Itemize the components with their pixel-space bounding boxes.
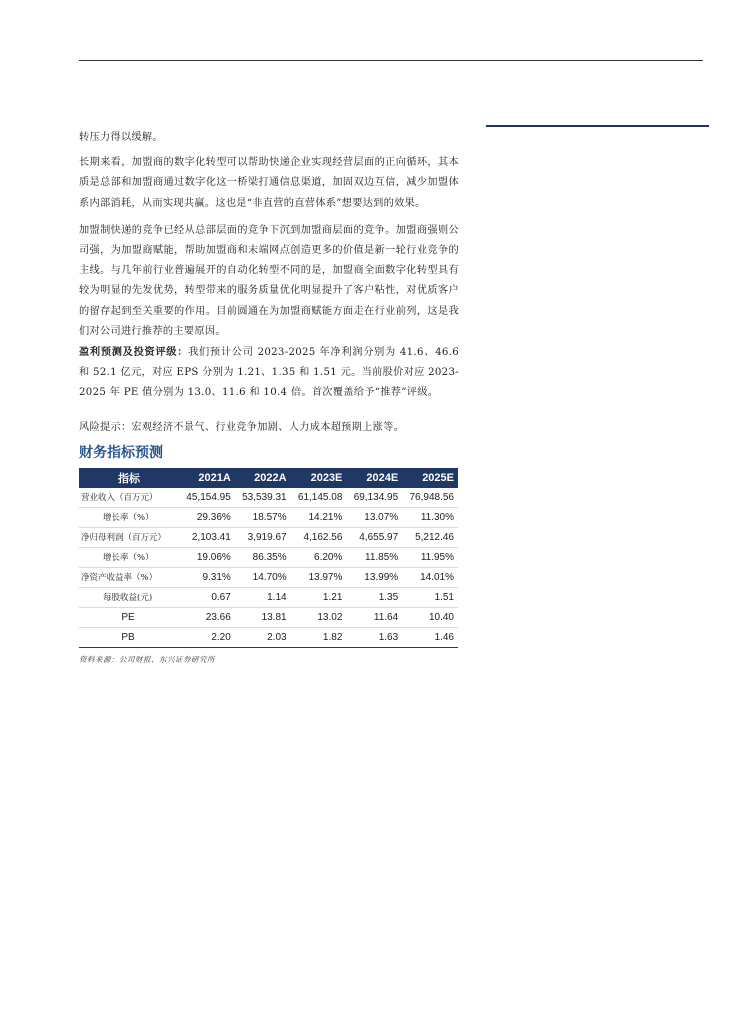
paragraph-long-term: 长期来看，加盟商的数字化转型可以帮助快递企业实现经营层面的正向循环，其本质是总部和加盟商通过数字化这一桥梁打通信息渠道，加固双边互信，减少加盟体系内部消耗，从而实现共赢。这也是“非直营的直营体系”想要达到的效果。 (79, 157, 459, 209)
table-cell: 6.20% (291, 547, 347, 567)
paragraph-continuation: 转压力得以缓解。 (79, 132, 163, 143)
table-row (79, 627, 458, 647)
table-cell: 61,145.08 (291, 488, 347, 508)
table-cell: 11.95% (402, 547, 458, 567)
row-label: PB (79, 627, 179, 647)
table-cell: 1.51 (402, 587, 458, 607)
table-row (79, 527, 458, 547)
table-cell: 4,162.56 (291, 527, 347, 547)
table-cell: 13.81 (235, 607, 291, 627)
row-label: 营业收入（百万元） (79, 488, 179, 508)
table-cell: 2.03 (235, 627, 291, 647)
table-cell: 1.46 (402, 627, 458, 647)
table-cell: 19.06% (179, 547, 235, 567)
table-cell: 13.99% (346, 567, 402, 587)
forecast-label: 盈利预测及投资评级： (79, 346, 189, 359)
table-cell: 13.97% (291, 567, 347, 587)
table-cell: 11.64 (346, 607, 402, 627)
table-cell: 86.35% (235, 547, 291, 567)
row-label: PE (79, 607, 179, 627)
table-header-row (79, 468, 458, 488)
report-body (79, 128, 459, 665)
table-cell: 14.01% (402, 567, 458, 587)
table-cell: 10.40 (402, 607, 458, 627)
table-title: 财务指标预测 (79, 443, 163, 460)
row-label: 增长率（%） (79, 547, 179, 567)
table-cell: 29.36% (179, 507, 235, 527)
table-cell: 76,948.56 (402, 488, 458, 508)
table-row (79, 607, 458, 627)
table-cell: 18.57% (235, 507, 291, 527)
table-cell: 1.21 (291, 587, 347, 607)
table-cell: 13.07% (346, 507, 402, 527)
row-label: 每股收益(元) (79, 587, 179, 607)
table-cell: 13.02 (291, 607, 347, 627)
header-cell-2024e: 2024E (366, 471, 399, 484)
table-cell: 11.85% (346, 547, 402, 567)
table-cell: 2,103.41 (179, 527, 235, 547)
table-cell: 11.30% (402, 507, 458, 527)
header-cell-2025e: 2025E (422, 471, 454, 484)
forecast-text: 我们预计公司 2023-2025 年净利润分别为 41.6、46.6 和 52.1 亿元，对应 EPS 分别为 1.21、1.35 和 1.51 元。当前股价对应 2023-2025 年 PE 值分别为 13.0、11.6 和 10.4 倍。首次覆盖给予“推荐”评级。 (79, 347, 460, 399)
table-cell: 9.31% (179, 567, 235, 587)
row-label: 增长率（%） (79, 507, 179, 527)
table-cell: 3,919.67 (235, 527, 291, 547)
table-cell: 14.21% (291, 507, 347, 527)
financial-forecast-table (79, 468, 458, 648)
table-row (79, 567, 458, 587)
table-cell: 5,212.46 (402, 527, 458, 547)
header-cell-2021a: 2021A (198, 471, 231, 484)
table-cell: 14.70% (235, 567, 291, 587)
table-cell: 45,154.95 (179, 488, 235, 508)
paragraph-forecast (79, 342, 459, 404)
sidebar-rule (486, 125, 709, 127)
source-note: 资料来源：公司财报、东兴证券研究所 (79, 654, 215, 664)
table-cell: 0.67 (179, 587, 235, 607)
table-cell: 1.35 (346, 587, 402, 607)
risk-note: 风险提示：宏观经济不景气、行业竞争加剧、人力成本超预期上涨等。 (79, 421, 405, 433)
table-cell: 69,134.95 (346, 488, 402, 508)
table-row (79, 507, 458, 527)
table-cell: 1.82 (291, 627, 347, 647)
table-cell: 2.20 (179, 627, 235, 647)
header-cell-2022a: 2022A (254, 471, 287, 484)
row-label: 净资产收益率（%） (79, 567, 179, 587)
table-row (79, 547, 458, 567)
paragraph-competition: 加盟制快递的竞争已经从总部层面的竞争下沉到加盟商层面的竞争。加盟商强则公司强，为加盟商赋能，帮助加盟商和末端网点创造更多的价值是新一轮行业竞争的主线。与几年前行业普遍展开的自动化转型不同的是，加盟商全面数字化转型具有较为明显的先发优势，转型带来的服务质量优化明显提升了客户粘性，对优质客户的留存起到至关重要的作用。目前圆通在为加盟商赋能方面走在行业前列，这是我们对公司进行推荐的主要原因。 (79, 224, 459, 337)
table-cell: 1.63 (346, 627, 402, 647)
header-cell-metric: 指标 (118, 472, 140, 485)
header-cell-2023e: 2023E (310, 471, 343, 484)
table-row (79, 488, 458, 508)
table-cell: 1.14 (235, 587, 291, 607)
table-cell: 53,539.31 (235, 488, 291, 508)
table-row (79, 587, 458, 607)
table-cell: 23.66 (179, 607, 235, 627)
header-rule (79, 60, 703, 61)
table-cell: 4,655.97 (346, 527, 402, 547)
row-label: 净归母利润（百万元） (79, 527, 179, 547)
